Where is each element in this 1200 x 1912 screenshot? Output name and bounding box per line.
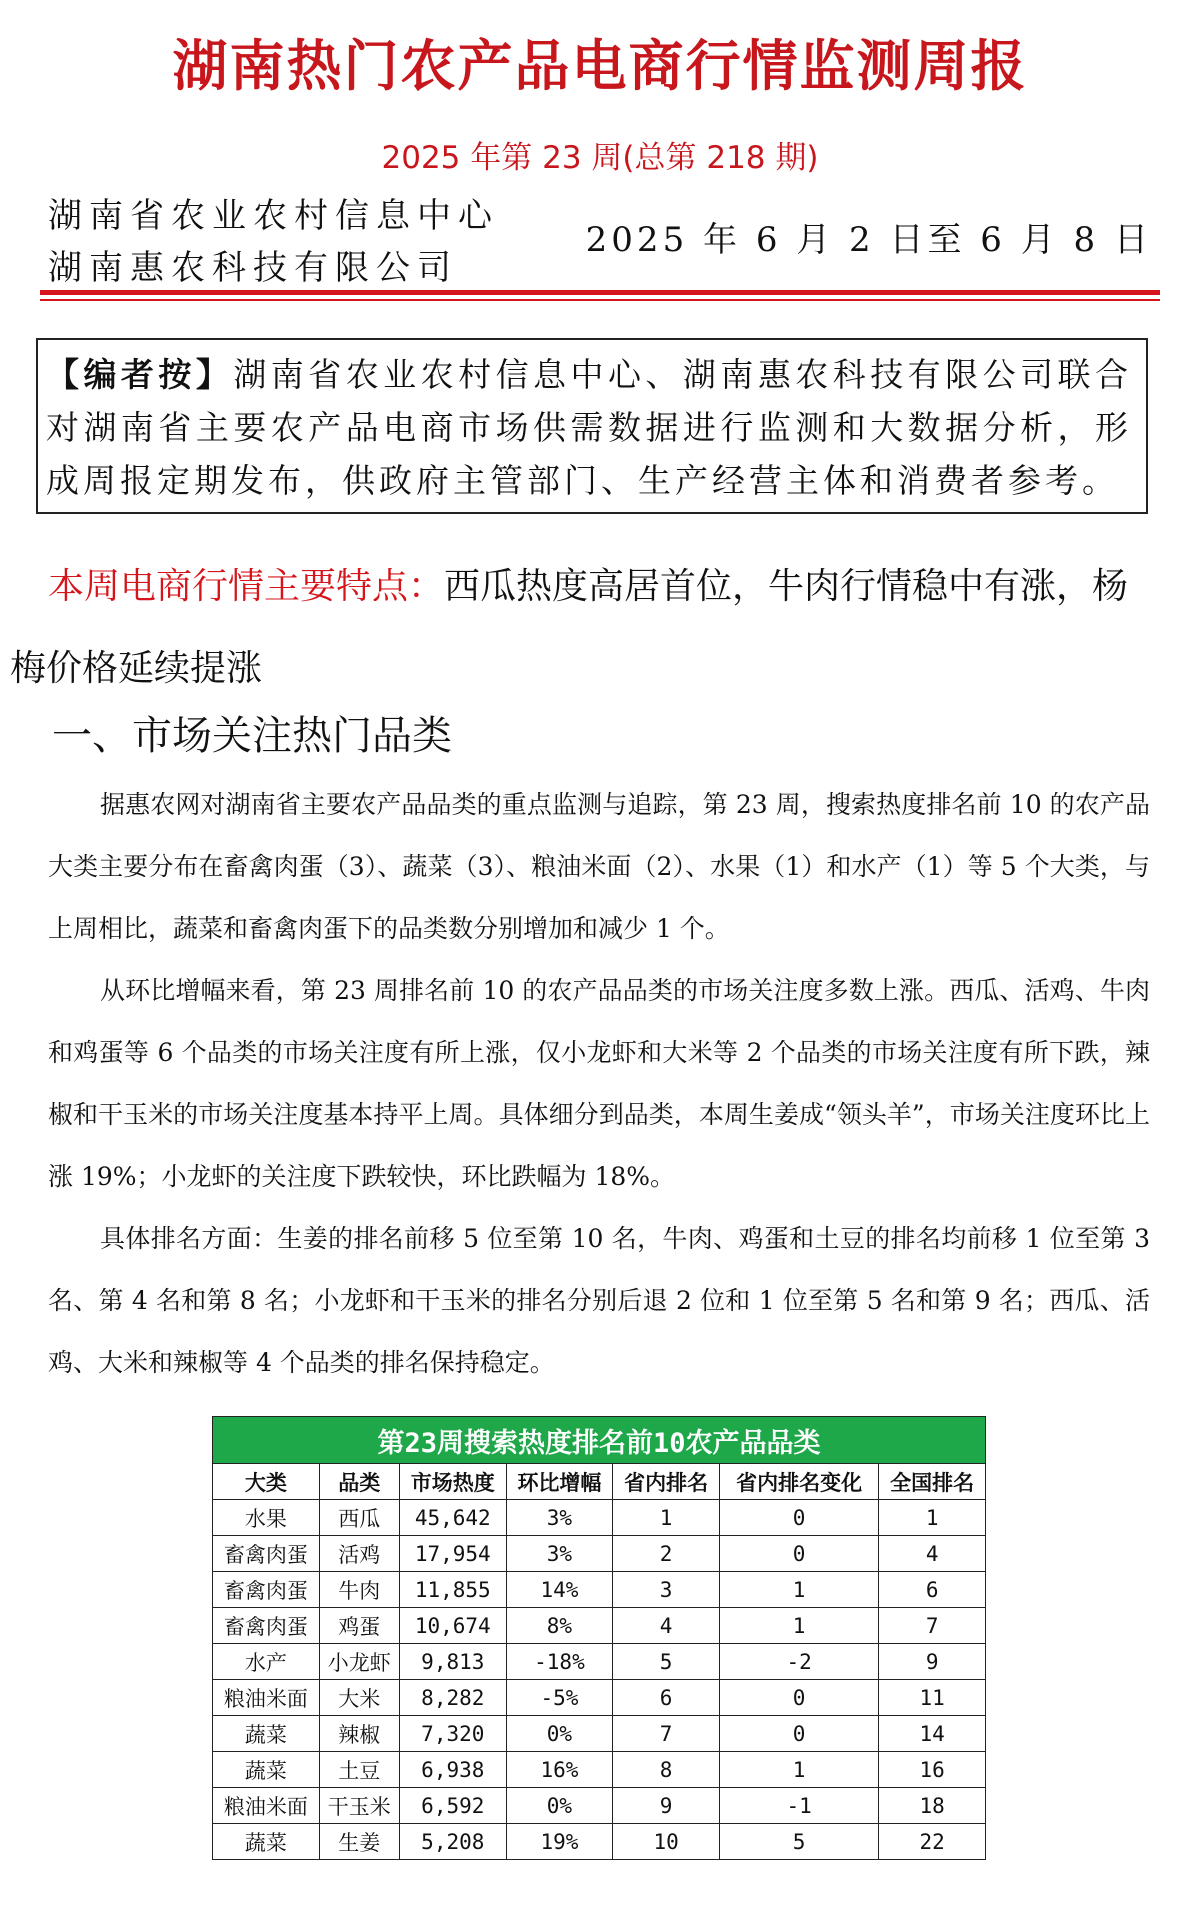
table-cell: -18% <box>506 1644 613 1680</box>
table-cell: 蔬菜 <box>213 1716 320 1752</box>
top10-ranking-table <box>212 1416 986 1860</box>
table-row <box>213 1788 986 1824</box>
table-cell: 2 <box>613 1536 720 1572</box>
table-cell: 畜禽肉蛋 <box>213 1536 320 1572</box>
table-cell: 土豆 <box>319 1752 399 1788</box>
table-caption: 第23周搜索热度排名前10农产品品类 <box>213 1417 986 1464</box>
table-cell: 10 <box>613 1824 720 1860</box>
table-cell: 1 <box>879 1500 986 1536</box>
table-cell: 16 <box>879 1752 986 1788</box>
column-header: 全国排名 <box>879 1464 986 1500</box>
table-cell: 0 <box>719 1680 878 1716</box>
table-cell: 生姜 <box>319 1824 399 1860</box>
table-cell: 0 <box>719 1716 878 1752</box>
table-cell: 西瓜 <box>319 1500 399 1536</box>
body-paragraph: 从环比增幅来看，第 23 周排名前 10 的农产品品类的市场关注度多数上涨。西瓜、活鸡、牛肉和鸡蛋等 6 个品类的市场关注度有所上涨，仅小龙虾和大米等 2 个品类的市场关注度有所下跌，辣椒和干玉米的市场关注度基本持平上周。具体细分到品类，本周生姜成“领头羊”，市场关注度环比上涨 19%；小龙虾的关注度下跌较快，环比跌幅为 18%。 <box>48 976 1150 1191</box>
body-paragraph: 具体排名方面：生姜的排名前移 5 位至第 10 名，牛肉、鸡蛋和土豆的排名均前移 1 位至第 3 名、第 4 名和第 8 名；小龙虾和干玉米的排名分别后退 2 位和 1 位至第 5 名和第 9 名；西瓜、活鸡、大米和辣椒等 4 个品类的排名保持稳定。 <box>48 1224 1150 1377</box>
table-cell: 16% <box>506 1752 613 1788</box>
table-cell: -1 <box>719 1788 878 1824</box>
table-row <box>213 1572 986 1608</box>
table-cell: 9 <box>613 1788 720 1824</box>
highlights-label: 本周电商行情主要特点： <box>48 566 445 607</box>
issue-number: 2025 年第 23 周(总第 218 期) <box>381 140 819 176</box>
table-cell: 8 <box>613 1752 720 1788</box>
table-cell: 5,208 <box>399 1824 506 1860</box>
table-cell: 1 <box>719 1572 878 1608</box>
table-header-row <box>213 1464 986 1500</box>
editor-note-text: 湖南省农业农村信息中心、湖南惠农科技有限公司联合对湖南省主要农产品电商市场供需数据进行监测和大数据分析，形成周报定期发布，供政府主管部门、生产经营主体和消费者参考。 <box>46 355 1133 500</box>
report-title: 湖南热门农产品电商行情监测周报 <box>172 33 1028 98</box>
table-cell: 45,642 <box>399 1500 506 1536</box>
header-divider-thick <box>40 290 1160 295</box>
table-cell: 水产 <box>213 1644 320 1680</box>
body-paragraph: 据惠农网对湖南省主要农产品品类的重点监测与追踪，第 23 周，搜索热度排名前 10 的农产品大类主要分布在畜禽肉蛋（3）、蔬菜（3）、粮油米面（2）、水果（1）和水产（1）等 5 个大类，与上周相比，蔬菜和畜禽肉蛋下的品类数分别增加和减少 1 个。 <box>48 790 1150 943</box>
column-header: 环比增幅 <box>506 1464 613 1500</box>
table-cell: 大米 <box>319 1680 399 1716</box>
table-row <box>213 1680 986 1716</box>
table-cell: -2 <box>719 1644 878 1680</box>
table-cell: 4 <box>613 1608 720 1644</box>
table-cell: 蔬菜 <box>213 1752 320 1788</box>
section-heading: 一、市场关注热门品类 <box>52 713 452 759</box>
table-body <box>213 1500 986 1860</box>
table-cell: 辣椒 <box>319 1716 399 1752</box>
publisher-block <box>48 190 499 294</box>
table-cell: 6,592 <box>399 1788 506 1824</box>
table-cell: 19% <box>506 1824 613 1860</box>
table-row <box>213 1824 986 1860</box>
table-cell: 干玉米 <box>319 1788 399 1824</box>
date-range: 2025 年 6 月 2 日至 6 月 8 日 <box>585 220 1152 260</box>
table-row <box>213 1608 986 1644</box>
table-cell: 小龙虾 <box>319 1644 399 1680</box>
table-cell: 11,855 <box>399 1572 506 1608</box>
table-row <box>213 1536 986 1572</box>
table-cell: 5 <box>613 1644 720 1680</box>
column-header: 省内排名变化 <box>719 1464 878 1500</box>
publisher-org-2: 湖南惠农科技有限公司 <box>48 248 458 288</box>
table-cell: 1 <box>719 1608 878 1644</box>
header-divider-thin <box>40 299 1160 301</box>
table-cell: 11 <box>879 1680 986 1716</box>
editor-note-label: 【编者按】 <box>46 355 234 394</box>
table-cell: 9 <box>879 1644 986 1680</box>
table-cell: 17,954 <box>399 1536 506 1572</box>
table-row <box>213 1500 986 1536</box>
table-cell: 0% <box>506 1788 613 1824</box>
table-cell: 10,674 <box>399 1608 506 1644</box>
editor-note-box <box>36 338 1148 514</box>
table-cell: 粮油米面 <box>213 1680 320 1716</box>
weekly-highlights <box>10 546 1160 710</box>
table-cell: 7 <box>879 1608 986 1644</box>
table-cell: 7,320 <box>399 1716 506 1752</box>
table-cell: 6,938 <box>399 1752 506 1788</box>
table-cell: 7 <box>613 1716 720 1752</box>
table-cell: 3% <box>506 1500 613 1536</box>
column-header: 省内排名 <box>613 1464 720 1500</box>
table-cell: 8,282 <box>399 1680 506 1716</box>
table-cell: 4 <box>879 1536 986 1572</box>
column-header: 品类 <box>319 1464 399 1500</box>
table-cell: 14 <box>879 1716 986 1752</box>
publisher-org-1: 湖南省农业农村信息中心 <box>48 196 499 236</box>
table-cell: 3 <box>613 1572 720 1608</box>
table-row <box>213 1752 986 1788</box>
table-cell: 6 <box>613 1680 720 1716</box>
table-cell: 畜禽肉蛋 <box>213 1608 320 1644</box>
table-cell: 粮油米面 <box>213 1788 320 1824</box>
table-cell: 活鸡 <box>319 1536 399 1572</box>
table-cell: 3% <box>506 1536 613 1572</box>
table-row <box>213 1716 986 1752</box>
table-cell: 1 <box>719 1752 878 1788</box>
column-header: 市场热度 <box>399 1464 506 1500</box>
table-cell: 0% <box>506 1716 613 1752</box>
table-cell: 畜禽肉蛋 <box>213 1572 320 1608</box>
table-cell: 1 <box>613 1500 720 1536</box>
table-cell: 8% <box>506 1608 613 1644</box>
table-cell: 鸡蛋 <box>319 1608 399 1644</box>
table-cell: 18 <box>879 1788 986 1824</box>
table-cell: 蔬菜 <box>213 1824 320 1860</box>
column-header: 大类 <box>213 1464 320 1500</box>
table-cell: -5% <box>506 1680 613 1716</box>
table-row <box>213 1644 986 1680</box>
table-cell: 6 <box>879 1572 986 1608</box>
table-cell: 水果 <box>213 1500 320 1536</box>
highlights-text: 西瓜热度高居首位，牛肉行情稳中有涨，杨梅价格延续提涨 <box>10 566 1129 689</box>
table-cell: 22 <box>879 1824 986 1860</box>
table-cell: 9,813 <box>399 1644 506 1680</box>
table-cell: 牛肉 <box>319 1572 399 1608</box>
table-cell: 0 <box>719 1500 878 1536</box>
table-cell: 5 <box>719 1824 878 1860</box>
table-cell: 0 <box>719 1536 878 1572</box>
table-cell: 14% <box>506 1572 613 1608</box>
